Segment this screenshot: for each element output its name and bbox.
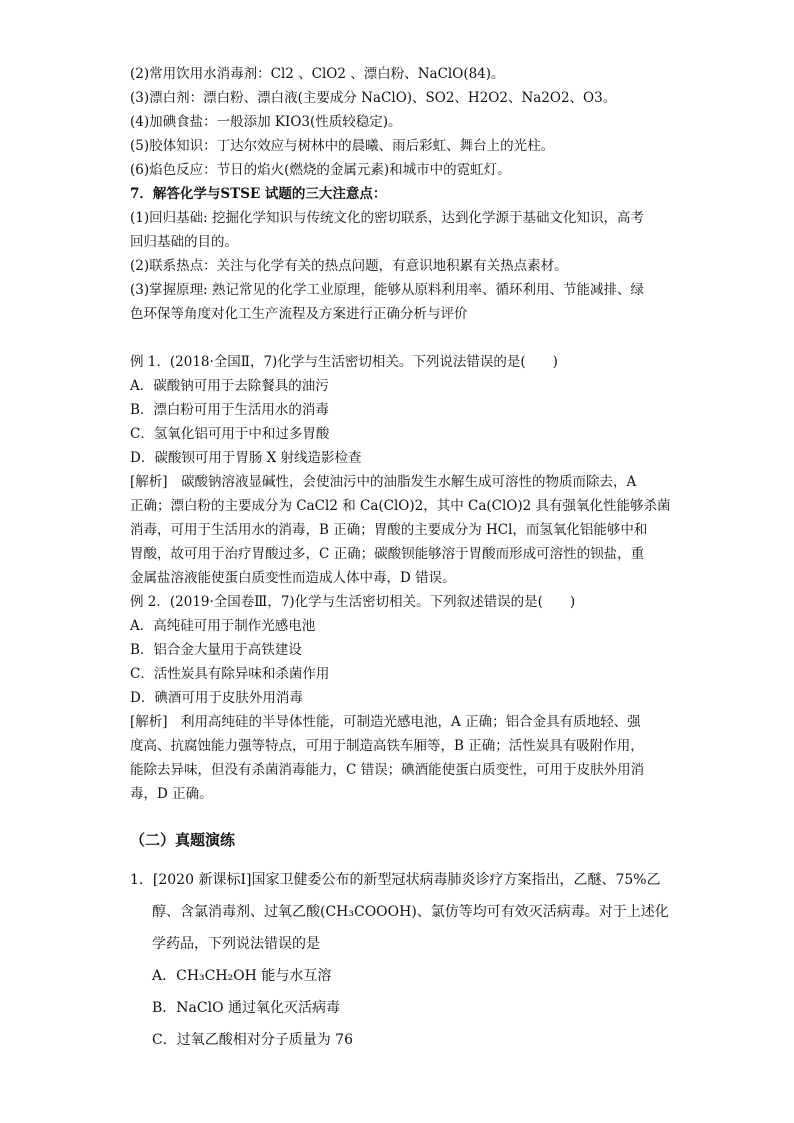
text-line: (5)胶体知识：丁达尔效应与树林中的晨曦、雨后彩虹、舞台上的光柱。 [130, 138, 555, 154]
example-2-option-b: B．铝合金大量用于高铁建设 [130, 642, 302, 658]
example-1-option-b: B．漂白粉可用于生活用水的消毒 [130, 402, 329, 418]
analysis-line: 胃酸，故可用于治疗胃酸过多，C 正确；碳酸钡能够溶于胃酸而形成可溶性的钡盐，重 [130, 546, 645, 562]
example-2-stem: 例 2．(2019·全国卷Ⅲ，7)化学与生活密切相关。下列叙述错误的是( ) [130, 594, 576, 610]
example-1-option-d: D．碳酸钡可用于胃肠 X 射线造影检查 [130, 450, 362, 466]
analysis-line: 金属盐溶液能使蛋白质变性而造成人体中毒，D 错误。 [130, 570, 456, 586]
subheading: 7．解答化学与STSE 试题的三大注意点： [130, 186, 387, 202]
section-title: （二）真题演练 [130, 831, 236, 849]
text-line: (3)漂白剂：漂白粉、漂白液(主要成分 NaClO)、SO2、H2O2、Na2O2、O3。 [130, 90, 617, 106]
analysis-line: 度高、抗腐蚀能力强等特点，可用于制造高铁车厢等，B 正确；活性炭具有吸附作用， [130, 738, 644, 754]
text-line: (2)联系热点：关注与化学有关的热点问题，有意识地积累有关热点素材。 [130, 258, 568, 274]
text-line: (3)掌握原理: 熟记常见的化学工业原理，能够从原料利用率、循环利用、节能减排、绿 [130, 282, 644, 298]
analysis-line: [解析] 利用高纯硅的半导体性能，可制造光感电池，A 正确；铝合金具有质地轻、强 [130, 714, 641, 730]
text-line: (6)焰色反应：节日的焰火(燃烧的金属元素)和城市中的霓虹灯。 [130, 162, 511, 178]
analysis-line: 正确；漂白粉的主要成分为 CaCl2 和 Ca(ClO)2，其中 Ca(ClO)2 具有强氧化性能够杀菌 [130, 498, 671, 514]
question-option-b: B．NaClO 通过氧化灭活病毒 [152, 1000, 341, 1016]
example-1-stem: 例 1．(2018·全国Ⅱ，7)化学与生活密切相关。下列说法错误的是( ) [130, 354, 558, 370]
question-stem-line: 醇、含氯消毒剂、过氧乙酸(CH₃COOOH)、氯仿等均可有效灭活病毒。对于上述化 [152, 904, 669, 920]
analysis-line: 毒，D 正确。 [130, 786, 213, 802]
text-line: 回归基础的目的。 [130, 234, 238, 250]
example-2-option-c: C．活性炭具有除异味和杀菌作用 [130, 666, 330, 682]
example-1-option-a: A．碳酸钠可用于去除餐具的油污 [130, 378, 329, 394]
analysis-line: 消毒，可用于生活用水的消毒，B 正确；胃酸的主要成分为 HCl，而氢氧化铝能够中和 [130, 522, 648, 538]
example-2-option-a: A．高纯硅可用于制作光感电池 [130, 618, 316, 634]
text-line: (1)回归基础: 挖掘化学知识与传统文化的密切联系，达到化学源于基础文化知识，高考 [130, 210, 644, 226]
question-option-c: C．过氧乙酸相对分子质量为 76 [152, 1032, 353, 1048]
text-line: 色环保等角度对化工生产流程及方案进行正确分析与评价 [130, 306, 468, 322]
text-line: (2)常用饮用水消毒剂：Cl2 、ClO2 、漂白粉、NaClO(84)。 [130, 66, 505, 82]
analysis-line: 能除去异味，但没有杀菌消毒能力，C 错误；碘酒能使蛋白质变性，可用于皮肤外用消 [130, 762, 645, 778]
question-option-a: A．CH₃CH₂OH 能与水互溶 [152, 968, 332, 984]
example-2-option-d: D．碘酒可用于皮肤外用消毒 [130, 690, 303, 706]
question-stem-line: 1．[2020 新课标Ⅰ]国家卫健委公布的新型冠状病毒肺炎诊疗方案指出，乙醚、75%乙 [130, 872, 661, 888]
example-1-option-c: C．氢氧化铝可用于中和过多胃酸 [130, 426, 330, 442]
analysis-line: [解析] 碳酸钠溶液显碱性，会使油污中的油脂发生水解生成可溶性的物质而除去，A [130, 474, 637, 490]
text-line: (4)加碘食盐：一般添加 KIO3(性质较稳定)。 [130, 114, 402, 130]
question-stem-line: 学药品，下列说法错误的是 [152, 936, 320, 952]
